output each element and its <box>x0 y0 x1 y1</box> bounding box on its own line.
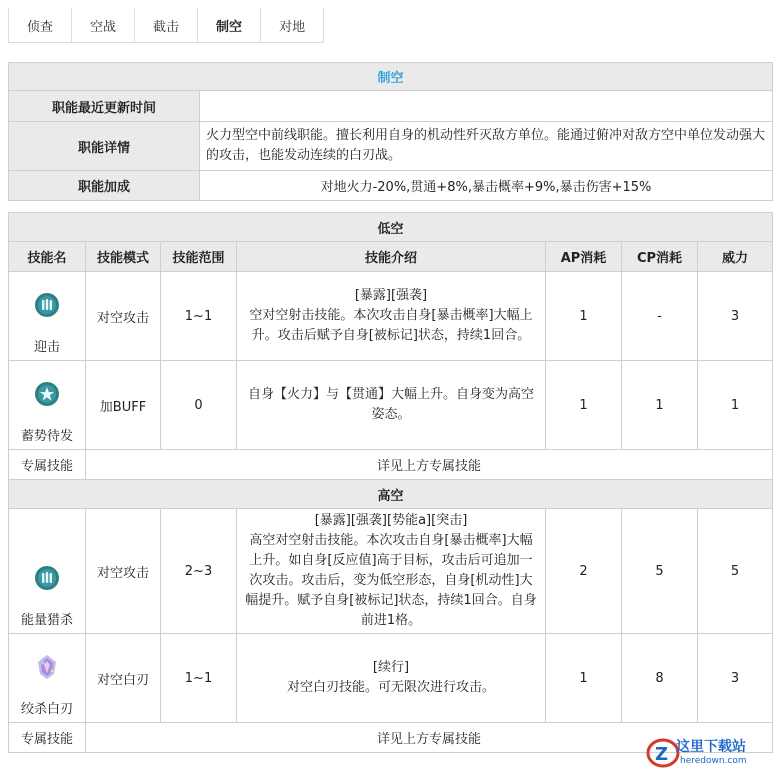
skill-ap: 1 <box>546 361 622 450</box>
skill-name-cell <box>9 509 86 634</box>
tab-ground-attack[interactable]: 对地 <box>261 8 324 43</box>
skill-ap: 1 <box>546 634 622 723</box>
skill-tags: [暴露][强袭] <box>354 288 428 303</box>
skill-name-cell <box>9 361 86 450</box>
svg-text:Z: Z <box>655 744 669 765</box>
section-low-altitude: 低空 <box>9 213 773 242</box>
skill-tags: [续行] <box>372 660 410 675</box>
exclusive-skill-link[interactable]: 详见上方专属技能 <box>86 450 773 480</box>
exclusive-skill-label: 专属技能 <box>9 450 86 480</box>
table-row <box>9 450 773 480</box>
role-info-table <box>8 62 773 201</box>
skill-range: 1~1 <box>161 272 237 361</box>
skill-mode: 加BUFF <box>86 361 161 450</box>
skill-name-cell <box>9 272 86 361</box>
skill-range: 2~3 <box>161 509 237 634</box>
teal-star-icon <box>34 381 60 407</box>
skill-mode: 对空白刃 <box>86 634 161 723</box>
col-ap-cost: AP消耗 <box>546 242 622 272</box>
skill-desc: 空对空射击技能。本次攻击自身[暴击概率]大幅上升。攻击后赋予自身[被标记]状态，持续1回合。 <box>249 308 533 343</box>
skill-name-cell <box>9 634 86 723</box>
col-skill-range: 技能范围 <box>161 242 237 272</box>
exclusive-skill-link[interactable]: 详见上方专属技能 <box>86 723 773 753</box>
update-time-value <box>200 91 773 122</box>
skill-mode: 对空攻击 <box>86 509 161 634</box>
skill-cp: 1 <box>622 361 698 450</box>
update-time-label: 职能最近更新时间 <box>9 91 200 122</box>
skill-power: 3 <box>698 272 773 361</box>
tab-air-combat[interactable]: 空战 <box>72 8 135 43</box>
table-row <box>9 634 773 723</box>
table-row <box>9 272 773 361</box>
purple-crystal-icon <box>34 654 60 680</box>
skill-cp: 5 <box>622 509 698 634</box>
watermark-text: 这里下载站 <box>676 739 746 755</box>
tab-recon[interactable]: 侦查 <box>8 8 72 43</box>
col-cp-cost: CP消耗 <box>622 242 698 272</box>
skill-cp: 8 <box>622 634 698 723</box>
role-bonus-label: 职能加成 <box>9 171 200 201</box>
skill-desc: 高空对空射击技能。本次攻击自身[暴击概率]大幅上升。如自身[反应值]高于目标，攻击后可追加一次攻击。攻击后，变为低空形态，自身[机动性]大幅提升。赋予自身[被标记]状态，持续1回合。自身前进1格。 <box>245 533 537 628</box>
tab-intercept[interactable]: 截击 <box>135 8 198 43</box>
skill-name: 蓄势待发 <box>20 429 73 444</box>
skill-name: 迎击 <box>33 340 60 355</box>
skill-desc: 对空白刃技能。可无限次进行攻击。 <box>286 680 495 695</box>
skill-range: 0 <box>161 361 237 450</box>
skills-table <box>8 212 773 753</box>
skill-desc-cell <box>237 509 546 634</box>
skill-desc-cell <box>237 272 546 361</box>
skill-power: 3 <box>698 634 773 723</box>
teal-round-bullet-icon <box>34 565 60 591</box>
skill-desc-cell <box>237 634 546 723</box>
skill-ap: 1 <box>546 272 622 361</box>
skill-range: 1~1 <box>161 634 237 723</box>
role-detail-label: 职能详情 <box>9 122 200 171</box>
tab-air-superiority[interactable]: 制空 <box>198 8 261 43</box>
skill-power: 5 <box>698 509 773 634</box>
exclusive-skill-label: 专属技能 <box>9 723 86 753</box>
skill-tags: [暴露][强袭][势能a][突击] <box>314 513 468 528</box>
skill-name: 能量猎杀 <box>20 613 73 628</box>
skill-desc-cell <box>237 361 546 450</box>
col-skill-name: 技能名 <box>9 242 86 272</box>
skill-mode: 对空攻击 <box>86 272 161 361</box>
skill-cp: - <box>622 272 698 361</box>
skill-name: 绞杀白刃 <box>20 702 73 717</box>
col-power: 威力 <box>698 242 773 272</box>
table-row <box>9 361 773 450</box>
tab-bar <box>8 8 324 42</box>
skill-ap: 2 <box>546 509 622 634</box>
col-skill-mode: 技能模式 <box>86 242 161 272</box>
section-high-altitude: 高空 <box>9 480 773 509</box>
role-bonus-value: 对地火力-20%,贯通+8%,暴击概率+9%,暴击伤害+15% <box>200 171 773 201</box>
col-skill-desc: 技能介绍 <box>237 242 546 272</box>
table-row <box>9 509 773 634</box>
teal-round-bullet-icon <box>34 292 60 318</box>
role-title: 制空 <box>9 63 773 91</box>
role-detail-value: 火力型空中前线职能。擅长利用自身的机动性歼灭敌方单位。能通过俯冲对敌方空中单位发动强大的攻击，也能发动连续的白刃战。 <box>200 122 773 171</box>
watermark-url: heredown.com <box>680 756 747 766</box>
skill-desc: 自身【火力】与【贯通】大幅上升。自身变为高空姿态。 <box>247 387 534 422</box>
skill-power: 1 <box>698 361 773 450</box>
